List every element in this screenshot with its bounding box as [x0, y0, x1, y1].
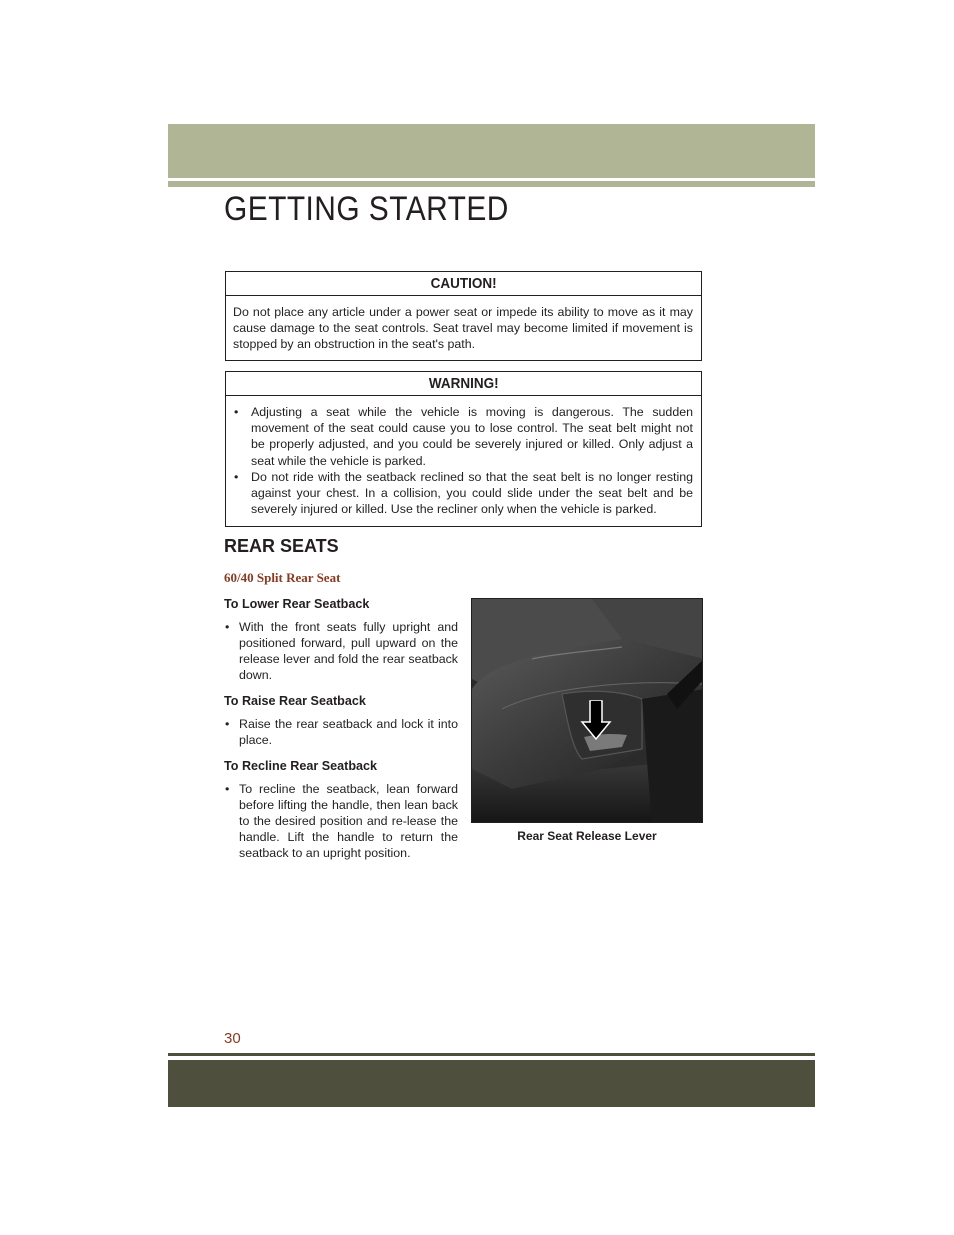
caution-title: CAUTION! — [226, 272, 701, 296]
footer-band — [168, 1060, 815, 1107]
lower-seatback-title: To Lower Rear Seatback — [224, 597, 370, 611]
rear-seats-heading: REAR SEATS — [224, 536, 339, 556]
recline-seatback-title: To Recline Rear Seatback — [224, 759, 378, 773]
footer-rule — [168, 1053, 815, 1056]
warning-item: • Do not ride with the seatback reclined so that the seat belt is no longer resting against your chest. In a collision, you could slide under the seat belt and be severely injured or killed. Use the recliner only when the vehicle is parked. — [233, 469, 693, 518]
raise-seatback-title: To Raise Rear Seatback — [224, 694, 366, 708]
warning-title: WARNING! — [226, 372, 701, 396]
instructions-column — [224, 596, 458, 871]
list-item: • To recline the seatback, lean forward before lifting the handle, then lean back to the desired position and re-lease the handle. Lift the handle to return the seatback to an upright position. — [224, 781, 458, 861]
list-item: • Raise the rear seatback and lock it into place. — [224, 716, 458, 748]
warning-item: • Adjusting a seat while the vehicle is moving is dangerous. The sudden movement of the seat could cause you to lose control. The seat belt might not be properly adjusted, and you could be severely injured or killed. Only adjust a seat while the vehicle is parked. — [233, 404, 693, 469]
section-title: GETTING STARTED — [224, 190, 509, 228]
warning-box — [225, 371, 702, 527]
rear-seat-release-lever-photo — [471, 598, 703, 823]
header-band — [168, 124, 815, 178]
header-rule — [168, 181, 815, 187]
list-item: • With the front seats fully upright and positioned forward, pull upward on the release lever and fold the rear seatback down. — [224, 619, 458, 683]
recline-seatback-list — [224, 781, 458, 861]
caution-box — [225, 271, 702, 361]
warning-list — [233, 404, 693, 517]
caution-text: Do not place any article under a power seat or impede its ability to move as it may cause damage to the seat controls. Seat travel may become limited if movement is stopped by an obstruction in the seat's path. — [233, 305, 693, 352]
lower-seatback-list — [224, 619, 458, 683]
figure-caption: Rear Seat Release Lever — [517, 829, 657, 843]
page-number: 30 — [224, 1030, 241, 1047]
raise-seatback-list — [224, 716, 458, 748]
split-rear-seat-subheading: 60/40 Split Rear Seat — [224, 570, 341, 585]
